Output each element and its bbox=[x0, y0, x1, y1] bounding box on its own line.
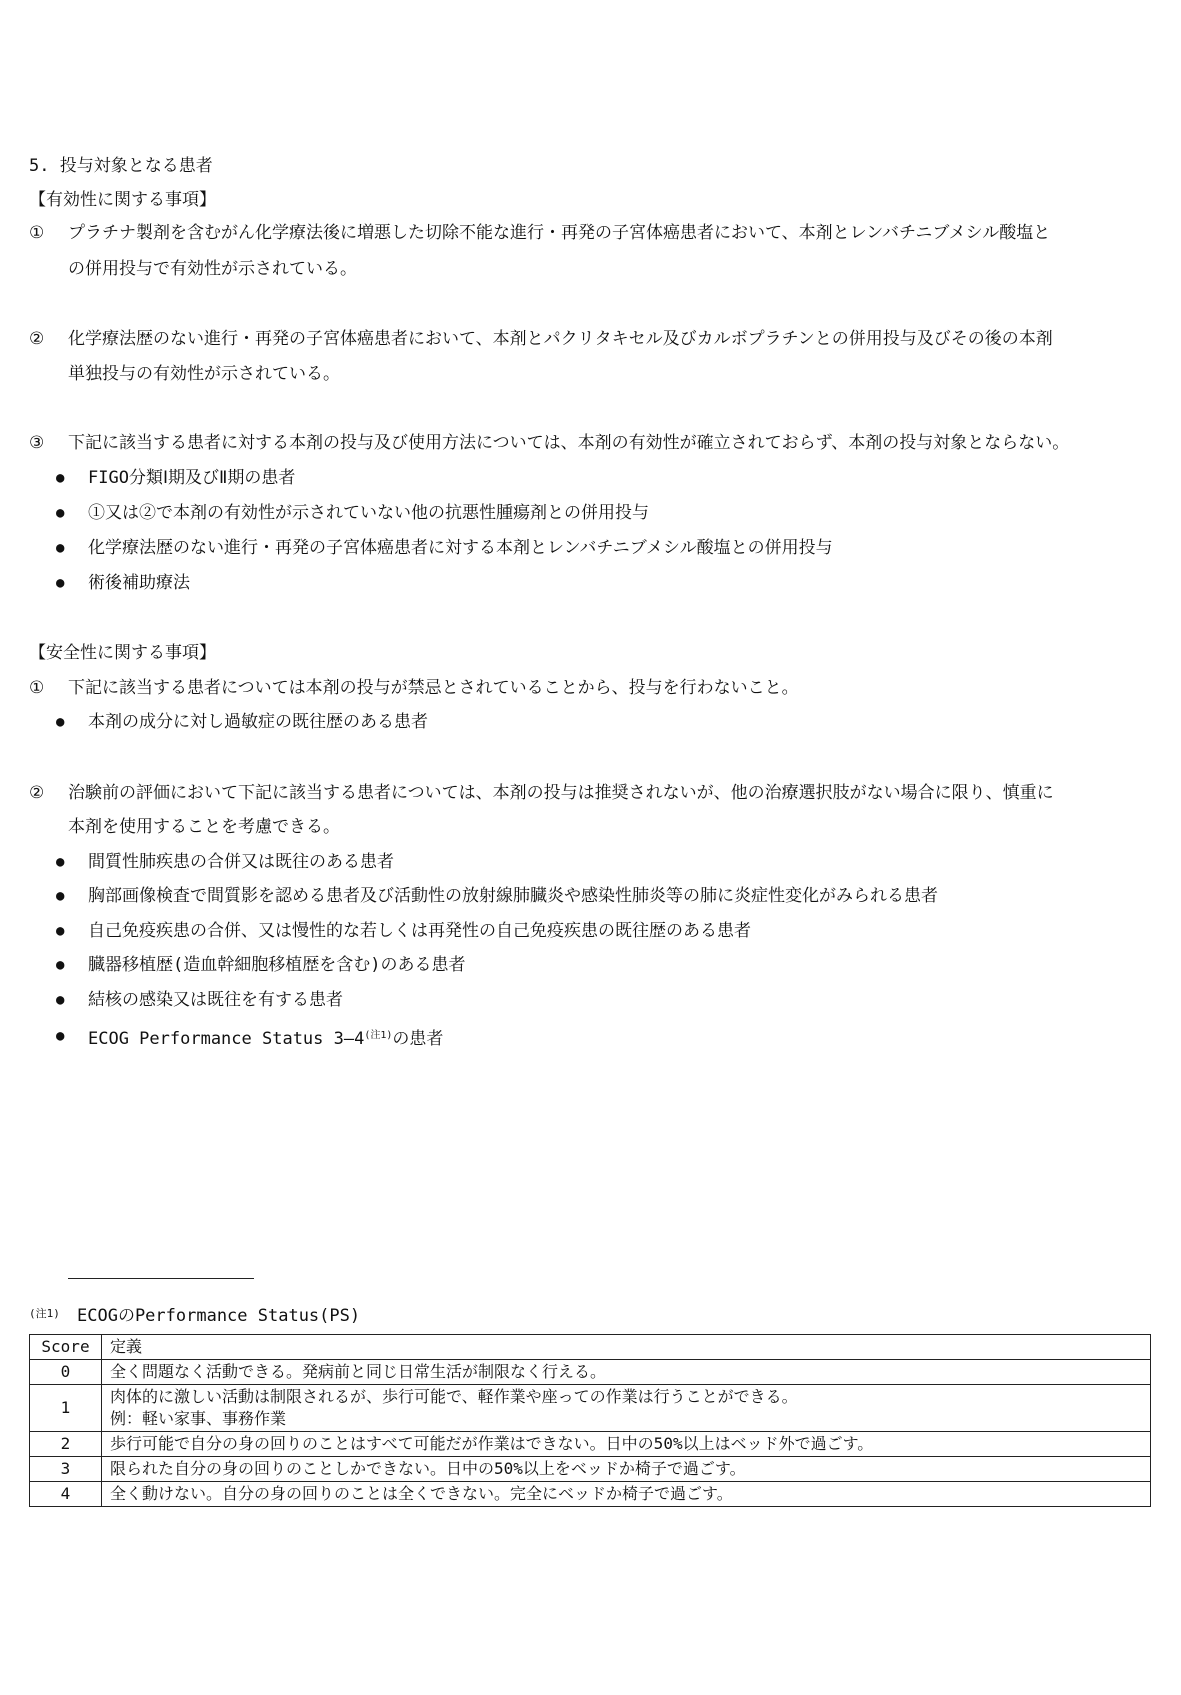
efficacy-item-1-line-2: の併用投与で有効性が示されている。 bbox=[68, 259, 357, 279]
score-cell: 3 bbox=[30, 1457, 102, 1482]
definition-cell: 歩行可能で自分の身の回りのことはすべて可能だが作業はできない。日中の50%以上はベッド外で過ごす。 bbox=[102, 1432, 1151, 1457]
item-marker: ① bbox=[29, 678, 45, 698]
footnote-title: ECOGのPerformance Status(PS) bbox=[77, 1306, 361, 1326]
section-title: 5. 投与対象となる患者 bbox=[29, 156, 213, 176]
footnote-divider bbox=[68, 1278, 254, 1279]
table-row bbox=[30, 1360, 1151, 1385]
safety-item-1-line-1: 下記に該当する患者については本剤の投与が禁忌とされていることから、投与を行わないこと。 bbox=[68, 678, 799, 698]
efficacy-item-2-line-1: 化学療法歴のない進行・再発の子宮体癌患者において、本剤とパクリタキセル及びカルボプラチンとの併用投与及びその後の本剤 bbox=[68, 329, 1053, 349]
safety-bullet: 胸部画像検査で間質影を認める患者及び活動性の放射線肺臓炎や感染性肺炎等の肺に炎症性変化がみられる患者 bbox=[88, 886, 938, 906]
efficacy-bullet: 術後補助療法 bbox=[88, 573, 190, 593]
safety-bullet: 結核の感染又は既往を有する患者 bbox=[88, 990, 343, 1010]
table-row bbox=[30, 1432, 1151, 1457]
score-cell: 2 bbox=[30, 1432, 102, 1457]
item-marker: ② bbox=[29, 783, 45, 803]
bullet-icon: ● bbox=[56, 992, 65, 1008]
safety-item-2-line-1: 治験前の評価において下記に該当する患者については、本剤の投与は推奨されないが、他の治療選択肢がない場合に限り、慎重に bbox=[68, 783, 1054, 803]
efficacy-bullet: ①又は②で本剤の有効性が示されていない他の抗悪性腫瘍剤との併用投与 bbox=[88, 503, 649, 523]
safety-item-2-line-2: 本剤を使用することを考慮できる。 bbox=[68, 817, 340, 837]
bullet-icon: ● bbox=[56, 575, 65, 591]
bullet-icon: ● bbox=[56, 957, 65, 973]
safety-heading: 【安全性に関する事項】 bbox=[29, 643, 216, 663]
definition-cell: 全く動けない。自分の身の回りのことは全くできない。完全にベッドか椅子で過ごす。 bbox=[102, 1482, 1151, 1507]
bullet-icon: ● bbox=[56, 470, 65, 486]
efficacy-item-1-line-1: プラチナ製剤を含むがん化学療法後に増悪した切除不能な進行・再発の子宮体癌患者において、本剤とレンバチニブメシル酸塩と bbox=[68, 223, 1051, 243]
safety-bullet: 臓器移植歴(造血幹細胞移植歴を含む)のある患者 bbox=[88, 955, 466, 975]
efficacy-heading: 【有効性に関する事項】 bbox=[29, 190, 216, 210]
safety-bullet-ecog bbox=[88, 1026, 443, 1049]
efficacy-bullet: FIGO分類Ⅰ期及びⅡ期の患者 bbox=[88, 468, 296, 488]
table-row bbox=[30, 1385, 1151, 1432]
definition-line: 肉体的に激しい活動は制限されるが、歩行可能で、軽作業や座っての作業は行うことができる。 bbox=[110, 1387, 798, 1406]
bullet-icon: ● bbox=[56, 714, 65, 730]
definition-cell: 全く問題なく活動できる。発病前と同じ日常生活が制限なく行える。 bbox=[102, 1360, 1151, 1385]
bullet-text: ECOG Performance Status 3―4 bbox=[88, 1029, 365, 1049]
definition-line: 例：軽い家事、事務作業 bbox=[110, 1409, 287, 1428]
safety-bullet: 自己免疫疾患の合併、又は慢性的な若しくは再発性の自己免疫疾患の既往歴のある患者 bbox=[88, 921, 751, 941]
safety-bullet: 間質性肺疾患の合併又は既往のある患者 bbox=[88, 852, 394, 872]
footnote-ref[interactable]: (注1) bbox=[364, 1030, 393, 1041]
score-cell: 4 bbox=[30, 1482, 102, 1507]
table-row bbox=[30, 1457, 1151, 1482]
footnote-marker: (注1) bbox=[29, 1307, 60, 1320]
bullet-icon: ● bbox=[56, 888, 65, 904]
definition-cell bbox=[102, 1385, 1151, 1432]
efficacy-item-3-line-1: 下記に該当する患者に対する本剤の投与及び使用方法については、本剤の有効性が確立されておらず、本剤の投与対象とならない。 bbox=[68, 433, 1070, 453]
item-marker: ② bbox=[29, 329, 45, 349]
bullet-icon: ● bbox=[56, 505, 65, 521]
efficacy-bullet: 化学療法歴のない進行・再発の子宮体癌患者に対する本剤とレンバチニブメシル酸塩との併用投与 bbox=[88, 538, 833, 558]
item-marker: ③ bbox=[29, 433, 45, 453]
bullet-icon: ● bbox=[56, 854, 65, 870]
header-score: Score bbox=[30, 1335, 102, 1360]
table-row bbox=[30, 1482, 1151, 1507]
score-cell: 1 bbox=[30, 1385, 102, 1432]
table-header-row bbox=[30, 1335, 1151, 1360]
item-marker: ① bbox=[29, 223, 45, 243]
ecog-ps-table bbox=[29, 1334, 1151, 1507]
score-cell: 0 bbox=[30, 1360, 102, 1385]
bullet-suffix: の患者 bbox=[392, 1029, 444, 1049]
bullet-icon: ● bbox=[56, 1028, 65, 1044]
header-definition: 定義 bbox=[102, 1335, 1151, 1360]
bullet-icon: ● bbox=[56, 540, 65, 556]
safety-bullet: 本剤の成分に対し過敏症の既往歴のある患者 bbox=[88, 712, 428, 732]
bullet-icon: ● bbox=[56, 923, 65, 939]
definition-cell: 限られた自分の身の回りのことしかできない。日中の50%以上をベッドか椅子で過ごす。 bbox=[102, 1457, 1151, 1482]
efficacy-item-2-line-2: 単独投与の有効性が示されている。 bbox=[68, 364, 340, 384]
